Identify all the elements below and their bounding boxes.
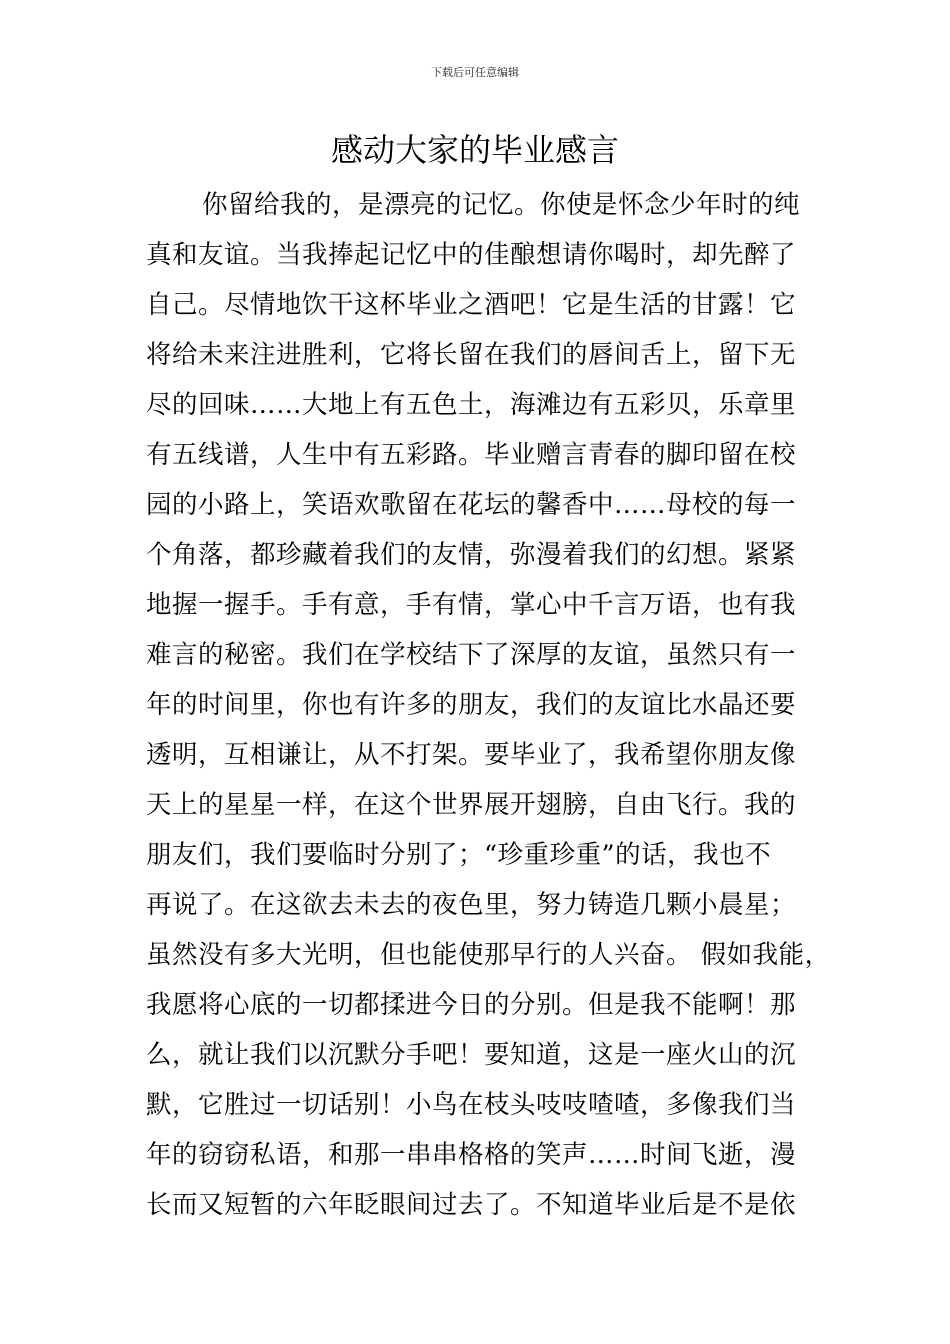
body-line: 有五线谱，人生中有五彩路。毕业赠言青春的脚印留在校 xyxy=(146,440,797,470)
body-line: 朋友们，我们要临时分别了；“珍重珍重”的话，我也不 xyxy=(146,840,772,870)
body-line: 地握一握手。手有意，手有情，掌心中千言万语，也有我 xyxy=(146,590,797,620)
body-line: 将给未来注进胜利，它将长留在我们的唇间舌上，留下无 xyxy=(146,340,797,370)
body-line: 天上的星星一样，在这个世界展开翅膀，自由飞行。我的 xyxy=(146,790,797,820)
body-line: 自己。尽情地饮干这杯毕业之酒吧！它是生活的甘露！它 xyxy=(146,290,797,320)
body-line: 个角落，都珍藏着我们的友情，弥漫着我们的幻想。紧紧 xyxy=(146,540,797,570)
body-line: 再说了。在这欲去未去的夜色里，努力铸造几颗小晨星； xyxy=(146,890,797,920)
body-line: 透明，互相谦让，从不打架。要毕业了，我希望你朋友像 xyxy=(146,740,797,770)
body-line: 难言的秘密。我们在学校结下了深厚的友谊，虽然只有一 xyxy=(146,640,797,670)
body-line: 么，就让我们以沉默分手吧！要知道，这是一座火山的沉 xyxy=(146,1040,797,1070)
body-line: 年的时间里，你也有许多的朋友，我们的友谊比水晶还要 xyxy=(146,690,797,720)
body-line: 我愿将心底的一切都揉进今日的分别。但是我不能啊！那 xyxy=(146,990,797,1020)
document-body xyxy=(146,180,846,1230)
body-line: 真和友谊。当我捧起记忆中的佳酿想请你喝时，却先醉了 xyxy=(146,240,797,270)
body-line: 默，它胜过一切话别！小鸟在枝头吱吱喳喳，多像我们当 xyxy=(146,1090,797,1120)
body-line: 长而又短暂的六年眨眼间过去了。不知道毕业后是不是依 xyxy=(146,1190,797,1220)
body-line: 园的小路上，笑语欢歌留在花坛的馨香中……母校的每一 xyxy=(146,490,797,520)
page-header-note: 下载后可任意编辑 xyxy=(431,66,519,79)
body-line: 年的窃窃私语，和那一串串格格的笑声……时间飞逝，漫 xyxy=(146,1140,797,1170)
body-line: 尽的回味……大地上有五色土，海滩边有五彩贝，乐章里 xyxy=(146,390,797,420)
body-line: 你留给我的，是漂亮的记忆。你使是怀念少年时的纯 xyxy=(202,190,801,220)
document-title: 感动大家的毕业感言 xyxy=(330,131,619,169)
body-line: 虽然没有多大光明，但也能使那早行的人兴奋。 假如我能， xyxy=(146,940,831,970)
